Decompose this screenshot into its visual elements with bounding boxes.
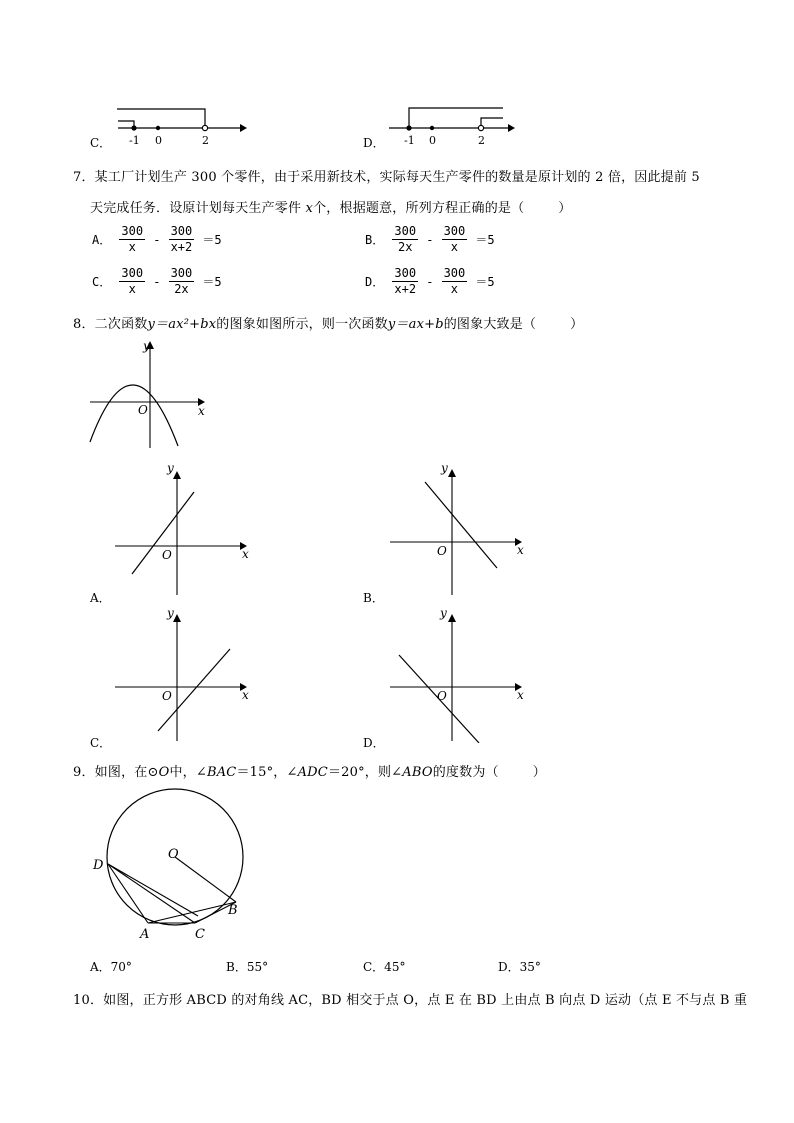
q9-option-b[interactable]: B．55° bbox=[226, 960, 269, 974]
y-axis-label: y bbox=[143, 339, 150, 353]
q7-text: 个，根据题意，所列方程正确的是（ bbox=[313, 201, 525, 216]
y-axis-label: y bbox=[167, 462, 174, 475]
q8-option-a-graph[interactable] bbox=[112, 462, 257, 602]
operator: - bbox=[426, 232, 434, 247]
q7-option-a[interactable] bbox=[90, 224, 224, 255]
x-axis-label: x bbox=[198, 404, 205, 418]
point-2 bbox=[478, 125, 483, 130]
y-axis-label: y bbox=[441, 461, 448, 475]
option-label: D． bbox=[365, 275, 385, 289]
point-a-label: A bbox=[140, 927, 150, 942]
tick-label: -1 bbox=[129, 134, 140, 146]
q8-text: 8．二次函数 bbox=[73, 317, 148, 332]
point-c-label: C bbox=[195, 927, 205, 942]
q8-text: 的图象大致是（ bbox=[443, 317, 537, 332]
tick-label: 2 bbox=[478, 134, 485, 146]
fraction: $\frac{300}{2x}$ bbox=[394, 224, 417, 254]
q8-option-c-label: C． bbox=[90, 736, 112, 750]
q7-option-c[interactable] bbox=[90, 266, 224, 297]
q9-option-a[interactable]: A．70° bbox=[90, 960, 132, 974]
y-axis-label: y bbox=[167, 606, 174, 620]
equation-rhs: ＝5 bbox=[475, 275, 495, 289]
q8-text: 的图象如图所示，则一次函数 bbox=[216, 317, 388, 332]
q9-option-c[interactable]: C．45° bbox=[363, 960, 406, 974]
operator: - bbox=[153, 274, 161, 289]
q8-option-b-label: B． bbox=[363, 591, 384, 605]
x-axis-label: x bbox=[517, 688, 524, 702]
q6-option-d-label: D． bbox=[363, 136, 385, 150]
tick-label: 2 bbox=[202, 134, 209, 146]
option-label: A． bbox=[92, 233, 112, 247]
fraction: $\frac{300}{2x}$ bbox=[170, 266, 193, 296]
origin-label: O bbox=[162, 548, 172, 562]
q8-option-c-graph[interactable] bbox=[112, 603, 257, 743]
q9-var: BAC bbox=[206, 765, 237, 780]
fraction: $\frac{300}{x}$ bbox=[443, 266, 466, 296]
q9-text: 的度数为（ bbox=[432, 765, 499, 780]
q7-text: ） bbox=[558, 201, 572, 216]
q7-stem-line2 bbox=[90, 197, 572, 216]
origin-label: O bbox=[138, 403, 148, 417]
q8-equation: y＝ax+b bbox=[387, 317, 444, 332]
q9-text: ） bbox=[532, 765, 546, 780]
q6-option-c-numberline bbox=[112, 104, 247, 146]
tick-label: 0 bbox=[429, 134, 436, 146]
point-2 bbox=[202, 125, 207, 130]
fraction: $\frac{300}{x+2}$ bbox=[170, 224, 193, 254]
q6-option-d-numberline bbox=[383, 104, 518, 146]
origin-label: O bbox=[437, 689, 447, 703]
fraction: $\frac{300}{x+2}$ bbox=[394, 266, 417, 296]
point-0 bbox=[156, 126, 160, 130]
point-neg1 bbox=[406, 125, 411, 130]
q9-text: 中，∠ bbox=[169, 765, 207, 780]
q9-text: ＝20°，则∠ bbox=[327, 765, 403, 780]
equation-rhs: ＝5 bbox=[202, 275, 222, 289]
point-neg1 bbox=[131, 125, 136, 130]
tick-label: -1 bbox=[404, 134, 415, 146]
q7-stem-line1: 7．某工厂计划生产 300 个零件，由于采用新技术，实际每天生产零件的数量是原计划的 2 倍，因此提前 5 bbox=[73, 170, 700, 185]
q9-text: ＝15°，∠ bbox=[236, 765, 298, 780]
q8-parabola-graph bbox=[85, 338, 215, 453]
fraction: $\frac{300}{x}$ bbox=[121, 224, 144, 254]
origin-label: O bbox=[162, 689, 172, 703]
fraction: $\frac{300}{x}$ bbox=[121, 266, 144, 296]
option-label: C． bbox=[92, 275, 112, 289]
y-axis-label: y bbox=[440, 606, 447, 620]
q9-text: 9．如图，在⊙ bbox=[73, 765, 159, 780]
operator: - bbox=[153, 232, 161, 247]
q9-stem bbox=[73, 761, 546, 780]
q9-var: ABO bbox=[402, 765, 433, 780]
q8-option-b-graph[interactable] bbox=[387, 460, 532, 600]
tick-label: 0 bbox=[155, 134, 162, 146]
q8-stem bbox=[73, 313, 583, 332]
q8-option-d-graph[interactable] bbox=[387, 603, 532, 743]
fraction: $\frac{300}{x}$ bbox=[443, 224, 466, 254]
equation-rhs: ＝5 bbox=[475, 233, 495, 247]
equation-rhs: ＝5 bbox=[202, 233, 222, 247]
q8-text: ） bbox=[570, 317, 584, 332]
x-axis-label: x bbox=[242, 688, 249, 702]
q7-option-d[interactable] bbox=[363, 266, 497, 297]
operator: - bbox=[426, 274, 434, 289]
point-b-label: B bbox=[228, 903, 238, 918]
q7-option-b[interactable] bbox=[363, 224, 497, 255]
q7-text: 天完成任务．设原计划每天生产零件 bbox=[90, 201, 302, 216]
x-axis-label: x bbox=[242, 547, 249, 561]
point-d-label: D bbox=[93, 858, 104, 873]
point-0 bbox=[430, 126, 434, 130]
origin-label: O bbox=[437, 544, 447, 558]
q8-equation: y＝ax²+bx bbox=[147, 317, 217, 332]
option-label: B． bbox=[365, 233, 385, 247]
q8-option-a-label: A． bbox=[90, 591, 111, 605]
q9-var: O bbox=[158, 765, 170, 780]
x-axis-label: x bbox=[517, 543, 524, 557]
q8-option-d-label: D． bbox=[363, 736, 385, 750]
q9-circle-diagram bbox=[88, 785, 253, 945]
q9-option-d[interactable]: D．35° bbox=[498, 960, 541, 974]
q7-variable: x bbox=[305, 201, 314, 216]
q6-option-c-label: C． bbox=[90, 136, 112, 150]
point-o-label: O bbox=[168, 847, 179, 862]
q10-stem: 10．如图，正方形 ABCD 的对角线 AC，BD 相交于点 O，点 E 在 BD 上由点 B 向点 D 运动（点 E 不与点 B 重 bbox=[73, 993, 748, 1008]
q9-var: ADC bbox=[297, 765, 328, 780]
